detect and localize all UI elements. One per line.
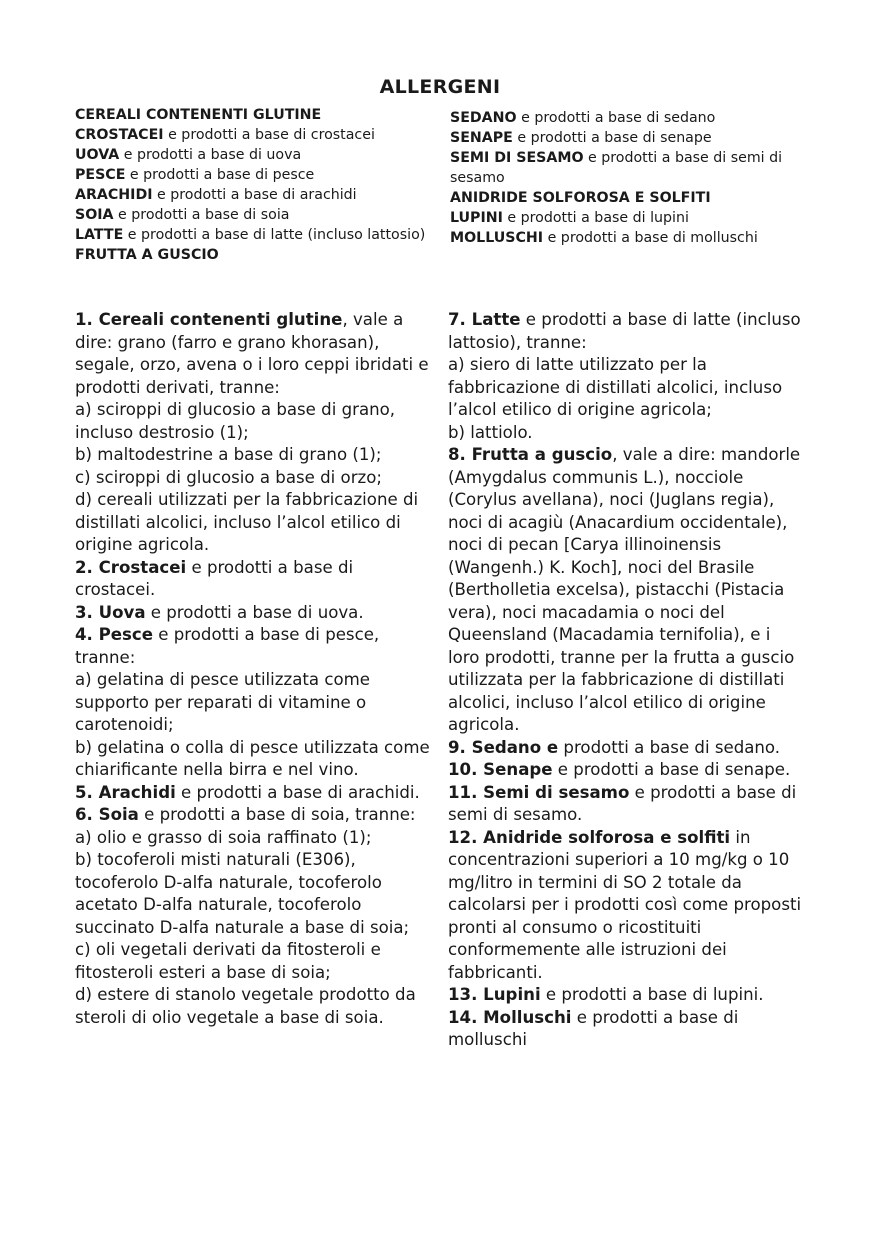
allergen-name: SENAPE xyxy=(450,130,513,146)
allergen-entry xyxy=(448,354,804,422)
allergen-entry xyxy=(75,205,430,225)
allergen-name: 7. Latte xyxy=(448,310,521,329)
allergen-entry xyxy=(448,737,804,760)
allergen-entry xyxy=(450,188,810,208)
allergen-description: d) estere di stanolo vegetale prodotto da steroli di olio vegetale a base di soia. xyxy=(75,985,416,1027)
allergen-entry xyxy=(75,489,433,557)
allergen-details-left xyxy=(75,309,433,1029)
allergen-entry xyxy=(75,105,430,125)
allergen-entry xyxy=(75,557,433,602)
allergen-entry xyxy=(448,759,804,782)
allergen-description: e prodotti a base di latte (incluso lattosio), tranne: xyxy=(448,310,801,352)
allergen-entry xyxy=(75,225,430,245)
allergen-entry xyxy=(450,128,810,148)
allergen-entry xyxy=(75,125,430,145)
allergen-description: b) lattiolo. xyxy=(448,422,533,442)
allergen-entry xyxy=(75,245,430,265)
allergen-entry xyxy=(448,1007,804,1052)
allergen-description: in concentrazioni superiori a 10 mg/kg o 10 mg/litro in termini di SO 2 totale da calcolarsi per i prodotti così come proposti pronti al consumo o ricostituiti conformemente alle istruzioni dei fabbricanti. xyxy=(448,827,802,982)
allergen-name: 12. Anidride solforosa e solfiti xyxy=(448,827,731,847)
allergen-entry xyxy=(75,669,433,737)
allergen-name: CROSTACEI xyxy=(75,127,164,143)
allergen-entry xyxy=(450,228,810,248)
allergen-name: ARACHIDI xyxy=(75,187,153,203)
allergen-name: MOLLUSCHI xyxy=(450,230,544,246)
allergen-description: e prodotti a base di lupini. xyxy=(540,985,764,1004)
allergen-name: 9. Sedano e xyxy=(448,737,559,757)
allergen-entry xyxy=(448,309,804,354)
allergen-name: FRUTTA A GUSCIO xyxy=(75,247,219,263)
allergen-entry xyxy=(75,444,433,467)
allergen-entry xyxy=(75,737,433,782)
allergen-description: e prodotti a base di senape. xyxy=(552,760,791,779)
allergen-name: 11. Semi di sesamo xyxy=(448,782,630,802)
allergen-name: 10. Senape xyxy=(448,760,553,779)
allergen-description: e prodotti a base di soia, tranne: xyxy=(138,805,416,824)
allergen-description: a) siero di latte utilizzato per la fabbricazione di distillati alcolici, incluso l’alcol etilico di origine agricola; xyxy=(448,355,783,419)
allergen-description: d) cereali utilizzati per la fabbricazione di distillati alcolici, incluso l’alcol etilico di origine agricola. xyxy=(75,490,419,554)
allergen-description: e prodotti a base di pesce, tranne: xyxy=(75,625,380,667)
allergen-description: e prodotti a base di semi di sesamo. xyxy=(448,782,797,824)
allergen-name: 2. Crostacei xyxy=(75,557,187,577)
allergen-name: 1. Cereali contenenti glutine xyxy=(75,310,343,329)
allergen-description: e prodotti a base di soia xyxy=(113,207,290,223)
allergen-description: e prodotti a base di arachidi xyxy=(152,187,357,203)
allergen-description: e prodotti a base di semi di sesamo xyxy=(450,150,783,186)
allergen-entry xyxy=(75,309,433,399)
allergen-name: 8. Frutta a guscio xyxy=(448,445,613,464)
allergen-entry xyxy=(450,108,810,128)
allergen-entry xyxy=(450,208,810,228)
allergen-entry xyxy=(75,939,433,984)
allergen-description: , vale a dire: mandorle (Amygdalus communis L.), nocciole (Corylus avellana), noci (Juglans regia), noci di acagiù (Anacardium occidentale), noci di pecan [Carya illinoinensis (Wangenh.) K. Koch], noci del Brasile (Bertholletia excelsa), pistacchi (Pistacia vera), noci macadamia o noci del Queensland (Macadamia ternifolia), e i loro prodotti, tranne per la frutta a guscio utilizzata per la fabbricazione di distillati alcolici, incluso l’alcol etilico di origine agricola. xyxy=(448,445,801,734)
allergen-entry xyxy=(75,849,433,939)
allergen-name: 13. Lupini xyxy=(448,985,541,1004)
allergen-description: , vale a dire: grano (farro e grano khorasan), segale, orzo, avena o i loro ceppi ibridati e prodotti derivati, tranne: xyxy=(75,310,429,397)
allergen-description: e prodotti a base di crostacei. xyxy=(75,557,354,599)
allergen-name: 5. Arachidi xyxy=(75,782,176,802)
allergen-description: e prodotti a base di uova xyxy=(119,147,302,163)
allergen-description: prodotti a base di sedano. xyxy=(558,737,781,757)
allergen-entry xyxy=(75,804,433,827)
allergen-entry xyxy=(75,782,433,805)
allergen-description: a) olio e grasso di soia raffinato (1); xyxy=(75,827,372,847)
allergen-description: e prodotti a base di sedano xyxy=(516,110,716,126)
allergen-entry xyxy=(75,467,433,490)
allergen-name: CEREALI CONTENENTI GLUTINE xyxy=(75,107,322,123)
allergen-name: SEDANO xyxy=(450,110,517,126)
page-title: ALLERGENI xyxy=(379,76,501,98)
allergen-description: e prodotti a base di uova. xyxy=(145,602,364,622)
allergen-name: PESCE xyxy=(75,167,126,183)
allergen-entry xyxy=(75,624,433,669)
allergen-entry xyxy=(75,602,433,625)
allergen-entry xyxy=(448,827,804,985)
allergen-entry xyxy=(75,165,430,185)
allergen-description: a) gelatina di pesce utilizzata come supporto per reparati di vitamine o carotenoidi; xyxy=(75,670,370,734)
allergen-entry xyxy=(450,148,810,188)
allergen-description: e prodotti a base di arachidi. xyxy=(175,782,420,802)
allergen-name: ANIDRIDE SOLFOROSA E SOLFITI xyxy=(450,190,711,206)
allergen-entry xyxy=(448,984,804,1007)
allergen-name: 3. Uova xyxy=(75,602,146,622)
allergen-description: a) sciroppi di glucosio a base di grano, incluso destrosio (1); xyxy=(75,400,396,442)
allergen-description: e prodotti a base di lupini xyxy=(502,210,689,226)
allergen-summary-right xyxy=(450,108,810,248)
allergen-name: 4. Pesce xyxy=(75,625,154,644)
allergen-entry xyxy=(448,444,804,737)
allergen-description: b) tocoferoli misti naturali (E306), tocoferolo D-alfa naturale, tocoferolo acetato D-alfa naturale, tocoferolo succinato D-alfa naturale a base di soia; xyxy=(75,850,410,937)
allergen-name: 14. Molluschi xyxy=(448,1007,572,1027)
allergen-name: LUPINI xyxy=(450,210,503,226)
allergen-name: UOVA xyxy=(75,147,120,163)
allergen-entry xyxy=(448,782,804,827)
allergen-description: e prodotti a base di molluschi xyxy=(448,1007,739,1049)
allergen-name: SOIA xyxy=(75,207,114,223)
allergen-entry xyxy=(75,399,433,444)
allergen-description: e prodotti a base di molluschi xyxy=(543,230,758,246)
allergen-description: b) maltodestrine a base di grano (1); xyxy=(75,445,382,464)
allergen-entry xyxy=(448,422,804,445)
allergen-description: e prodotti a base di crostacei xyxy=(163,127,375,143)
allergen-description: e prodotti a base di senape xyxy=(512,130,712,146)
allergen-summary-left xyxy=(75,105,430,265)
allergen-description: c) oli vegetali derivati da fitosteroli e fitosteroli esteri a base di soia; xyxy=(75,940,381,982)
allergen-description: e prodotti a base di latte (incluso lattosio) xyxy=(123,227,426,243)
allergen-description: c) sciroppi di glucosio a base di orzo; xyxy=(75,467,382,487)
allergen-entry xyxy=(75,984,433,1029)
allergen-name: LATTE xyxy=(75,227,124,243)
allergen-description: b) gelatina o colla di pesce utilizzata come chiarificante nella birra e nel vino. xyxy=(75,737,430,779)
allergen-name: 6. Soia xyxy=(75,805,139,824)
allergen-entry xyxy=(75,185,430,205)
allergen-description: e prodotti a base di pesce xyxy=(125,167,315,183)
allergen-name: SEMI DI SESAMO xyxy=(450,150,584,166)
allergen-details-right xyxy=(448,309,804,1052)
allergen-entry xyxy=(75,827,433,850)
allergen-entry xyxy=(75,145,430,165)
